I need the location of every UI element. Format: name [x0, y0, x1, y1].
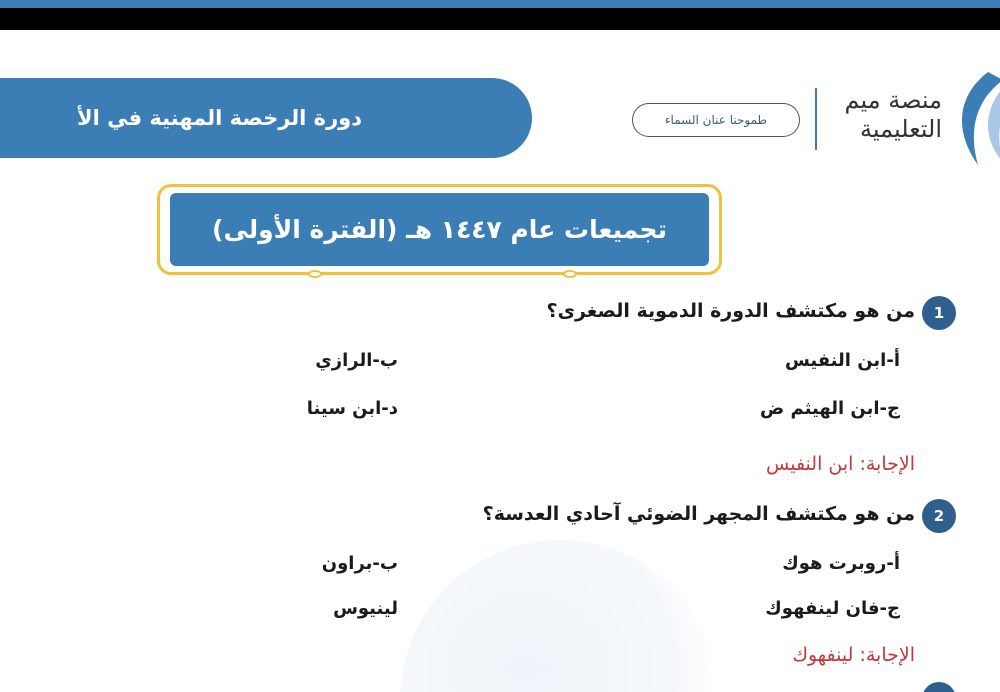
brand-name-line1: منصة ميم — [844, 86, 942, 114]
option-d: د-ابن سينا — [306, 398, 398, 419]
brand-logo-icon — [948, 70, 1000, 170]
top-black-bar — [0, 8, 1000, 30]
page-title: تجميعات عام ١٤٤٧ هـ (الفترة الأولى) — [212, 215, 667, 244]
question-number-badge: 1 — [922, 296, 956, 330]
frame-dot-right — [563, 270, 577, 278]
course-banner — [0, 78, 532, 158]
top-accent-bar — [0, 0, 1000, 8]
option-c: ج-فان لينفهوك — [765, 598, 900, 619]
question-number-badge — [922, 682, 956, 692]
option-b: ب-براون — [321, 553, 398, 574]
frame-dot-left — [308, 270, 322, 278]
question-number-badge: 2 — [922, 499, 956, 533]
brand-slogan: طموحنا عنان السماء — [632, 103, 800, 137]
brand-name-line2: التعليمية — [860, 115, 942, 143]
option-a: أ-ابن النفيس — [784, 350, 900, 371]
question-text: من هو مكتشف الدورة الدموية الصغرى؟ — [546, 300, 915, 322]
option-c: ج-ابن الهيثم ض — [760, 398, 900, 419]
background-watermark — [400, 540, 720, 692]
option-b: ب-الرازي — [315, 350, 398, 371]
brand-divider — [815, 88, 817, 150]
option-a: أ-روبرت هوك — [782, 553, 900, 574]
answer-text: الإجابة: ابن النفيس — [765, 453, 915, 475]
course-banner-title: دورة الرخصة المهنية في الأ — [76, 106, 362, 130]
option-d: لينيوس — [333, 598, 398, 619]
next-question-partial — [0, 682, 1000, 692]
question-text: من هو مكتشف المجهر الضوئي آحادي العدسة؟ — [482, 503, 915, 525]
brand-name — [845, 86, 942, 144]
answer-text: الإجابة: لينفهوك — [792, 644, 915, 666]
page-title-box — [170, 193, 709, 266]
